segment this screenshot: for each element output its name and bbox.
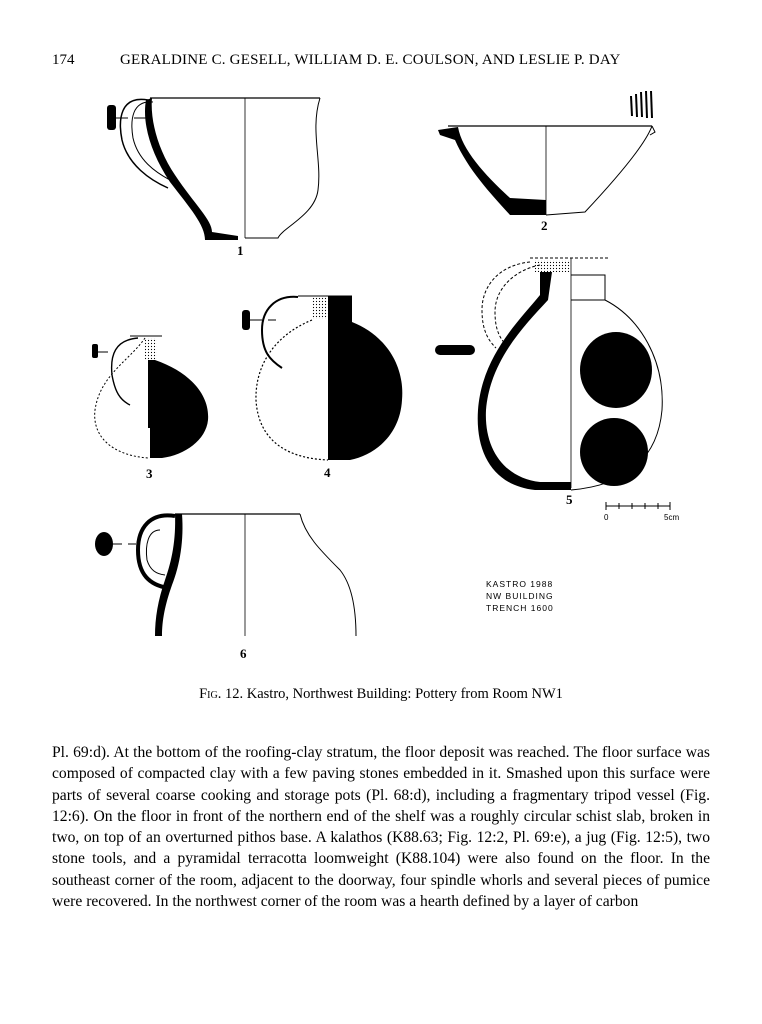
vessel-1-drawing	[107, 98, 320, 240]
vessel-4-drawing	[242, 296, 402, 460]
vessel-6-number: 6	[240, 646, 247, 661]
vessel-4-number: 4	[324, 465, 331, 480]
vessel-1-number: 1	[237, 243, 244, 258]
figure-caption-label: Fig. 12.	[199, 686, 244, 702]
vessel-5-drawing	[435, 258, 662, 490]
scale-bar	[606, 502, 670, 510]
figure-caption	[0, 686, 762, 703]
label-line: KASTRO 1988	[486, 579, 554, 589]
figure-caption-text: Kastro, Northwest Building: Pottery from Room NW1	[243, 686, 563, 702]
scale-end-label: 5cm	[664, 513, 680, 522]
body-paragraph: Pl. 69:d). At the bottom of the roofing-clay stratum, the floor deposit was reached. The floor surface was composed of compacted clay with a few paving stones embedded in it. Smashed upon this surface were parts of several coarse cooking and storage pots (Pl. 68:d), including a fragmentary tripod vessel (Fig. 12:6). On the floor in front of the northern end of the shelf was a roughly circular schist slab, broken in two, on top of an overturned pithos base. A kalathos (K88.63; Fig. 12:2, Pl. 69:e), a jug (Fig. 12:5), two stone tools, and a pyramidal terracotta loomweight (K88.104) were also found on the floor. In the southeast corner of the room, adjacent to the doorway, four spindle whorls and several pieces of pumice were recovered. In the northwest corner of the room was a hearth defined by a layer of carbon	[52, 744, 710, 911]
running-head: GERALDINE C. GESELL, WILLIAM D. E. COULSON, AND LESLIE P. DAY	[120, 52, 621, 68]
vessel-2-decoration	[631, 91, 652, 118]
label-line: TRENCH 1600	[486, 603, 554, 613]
label-line: NW BUILDING	[486, 591, 554, 601]
page-number: 174	[52, 52, 75, 68]
vessel-6-drawing	[95, 514, 356, 636]
scale-start-label: 0	[604, 513, 609, 522]
vessel-2-number: 2	[541, 218, 548, 233]
vessel-5-number: 5	[566, 492, 573, 507]
figure-label-block	[486, 578, 554, 614]
vessel-2-drawing	[438, 91, 655, 215]
vessel-3-number: 3	[146, 466, 153, 481]
vessel-3-drawing	[92, 336, 208, 458]
